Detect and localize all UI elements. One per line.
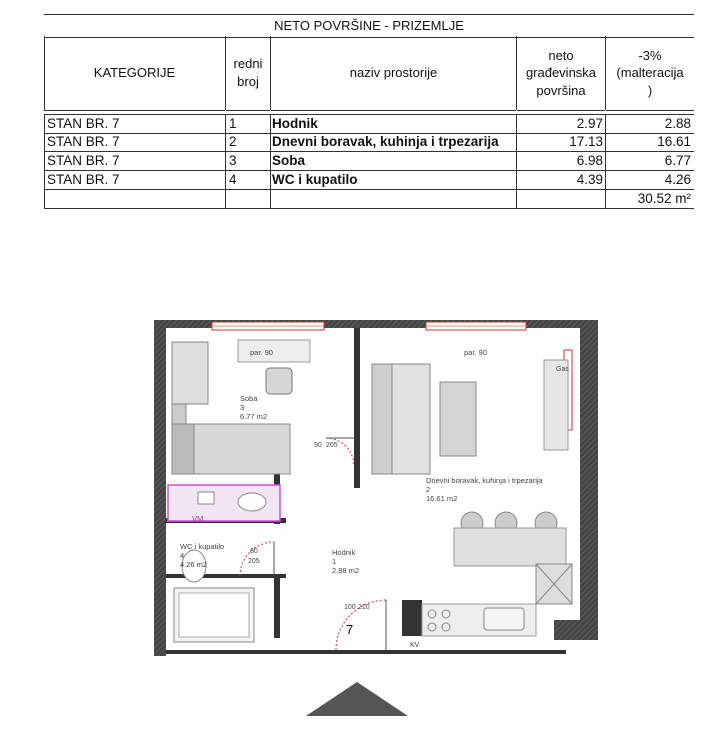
gas-label: Gas bbox=[556, 366, 569, 373]
header-malteracija: -3% (malteracija ) bbox=[606, 36, 694, 111]
door-soba-width: 90 bbox=[314, 442, 322, 449]
header-kategorije: KATEGORIJE bbox=[44, 36, 225, 111]
room-hodnik-label: Hodnik 1 2.88 m2 bbox=[332, 548, 360, 575]
table-row: STAN BR. 7 4 WC i kupatilo 4.39 4.26 bbox=[44, 171, 694, 190]
window-label-left: par. 90 bbox=[250, 348, 273, 357]
kv-left-label: KV bbox=[156, 590, 166, 597]
floor-plan bbox=[154, 320, 598, 656]
vm-label: VM bbox=[192, 514, 204, 523]
door-wc-height: 205 bbox=[248, 558, 260, 565]
kv-bottom-label: KV bbox=[410, 642, 420, 649]
header-redni-broj: redni broj bbox=[226, 36, 270, 111]
table-total: 30.52 m² bbox=[637, 191, 691, 206]
door-wc-width: 80 bbox=[250, 548, 258, 555]
header-neto: neto građevinska površina bbox=[517, 36, 605, 111]
north-arrow-icon bbox=[306, 682, 408, 716]
header-naziv: naziv prostorije bbox=[271, 36, 516, 111]
table-title: NETO POVRŠINE - PRIZEMLJE bbox=[44, 14, 694, 38]
table-row: STAN BR. 7 3 Soba 6.98 6.77 bbox=[44, 152, 694, 171]
door-entry-height: 210 bbox=[358, 604, 370, 611]
window-label-right: par. 90 bbox=[464, 348, 487, 357]
door-soba-height: 205 bbox=[326, 442, 338, 449]
room-wc-label: WC i kupatilo 4 4.26 m2 bbox=[180, 542, 225, 569]
room-soba-label: Soba 3 6.77 m2 bbox=[240, 394, 268, 421]
door-entry-width: 100 bbox=[344, 604, 356, 611]
apartment-number: 7 bbox=[346, 622, 354, 637]
table-row: STAN BR. 7 2 Dnevni boravak, kuhinja i trpezarija 17.13 16.61 bbox=[44, 133, 694, 152]
table-total-row bbox=[44, 190, 694, 209]
room-dnevni-label: Dnevni boravak, kuhinja i trpezarija 2 16.61 m2 bbox=[426, 476, 543, 503]
table-row: STAN BR. 7 1 Hodnik 2.97 2.88 bbox=[44, 114, 694, 134]
